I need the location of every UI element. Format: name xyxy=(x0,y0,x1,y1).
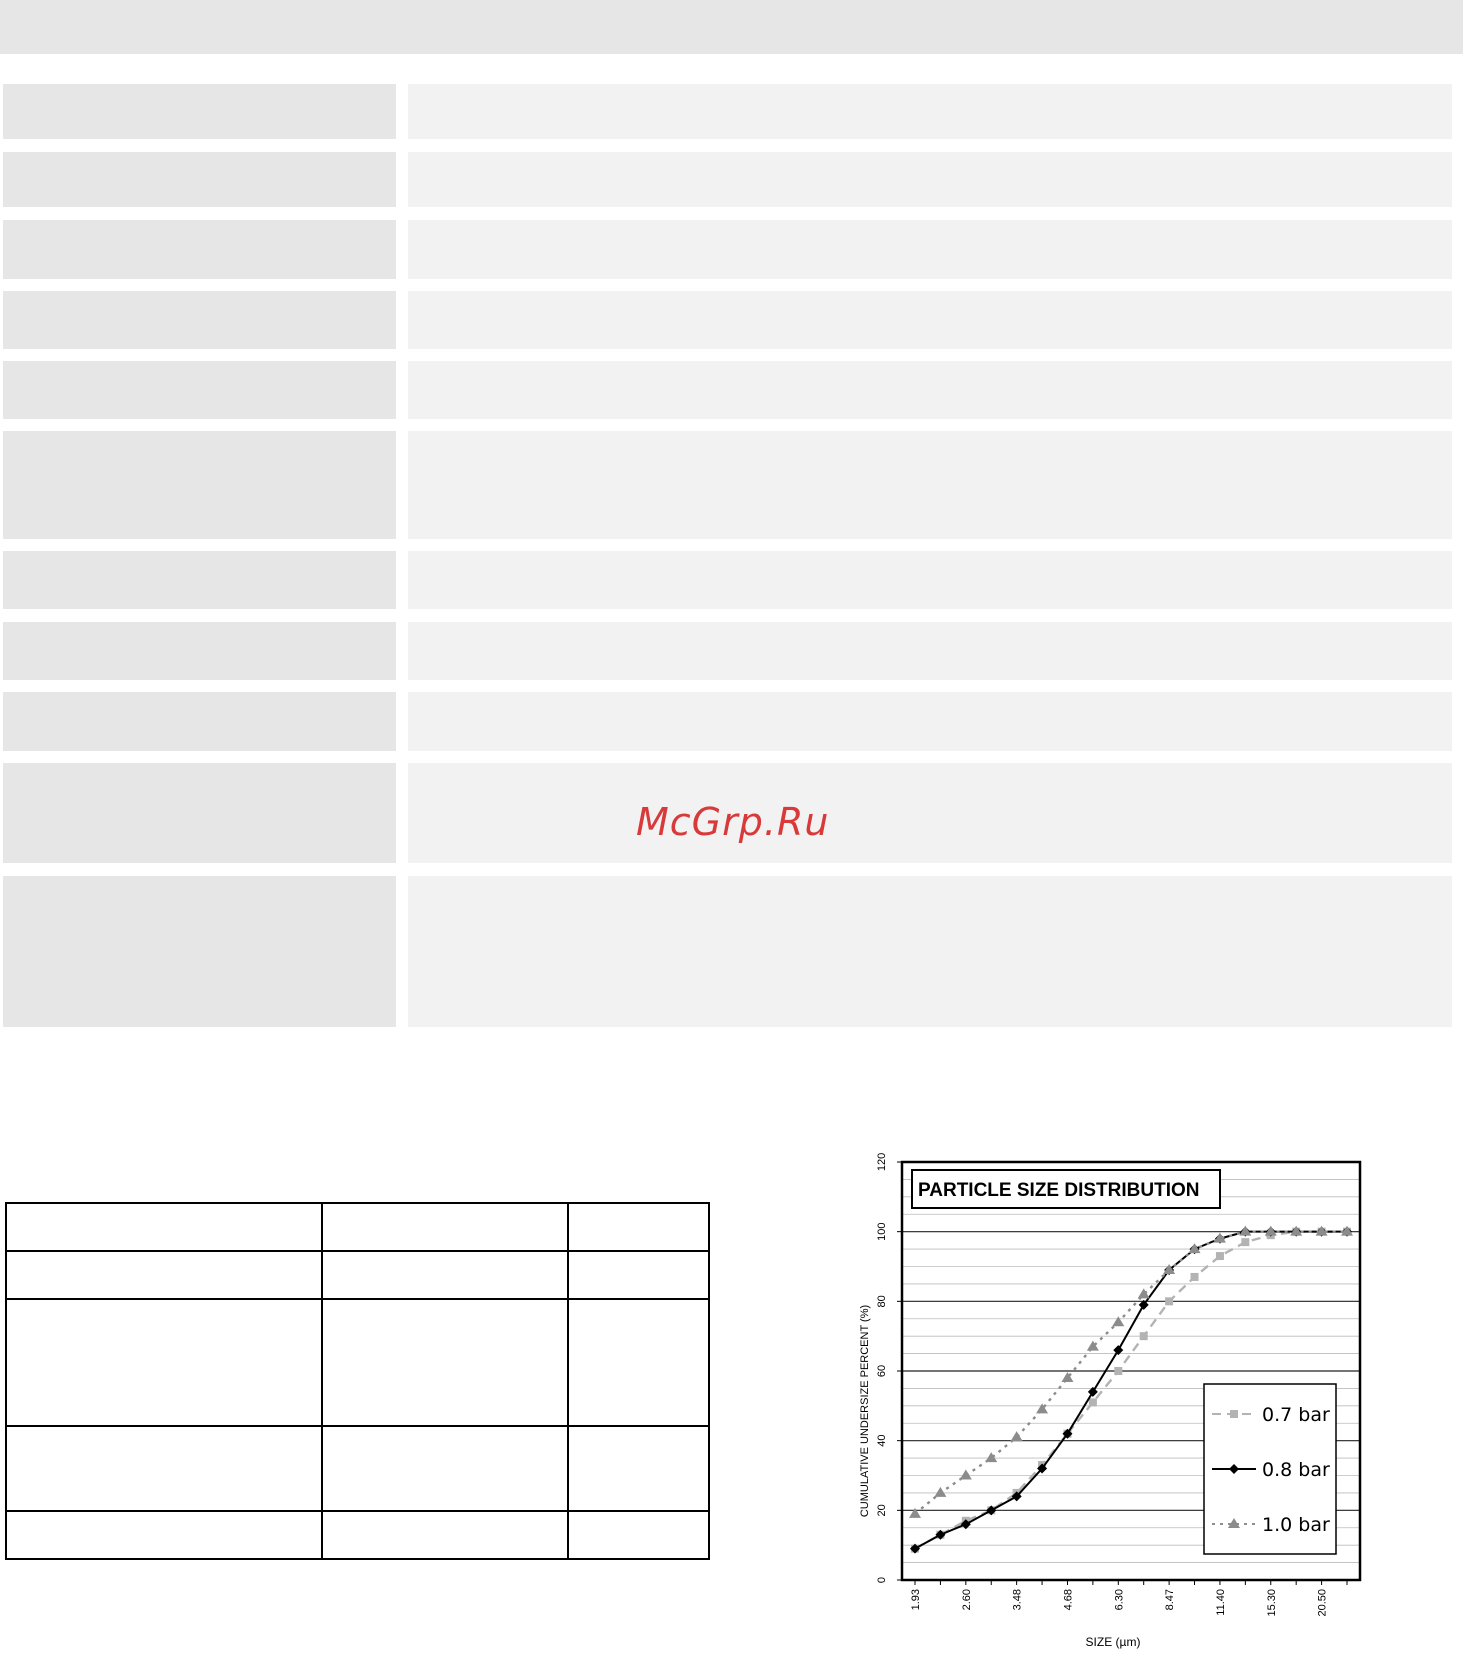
spec-label-cell xyxy=(3,622,396,680)
data-point xyxy=(934,1487,946,1497)
y-tick-label: 40 xyxy=(876,1434,888,1447)
data-point xyxy=(1191,1273,1199,1281)
spec-value-cell xyxy=(408,876,1452,1027)
data-point xyxy=(1011,1431,1023,1441)
data-point xyxy=(960,1470,972,1480)
data-point xyxy=(1216,1252,1224,1260)
table-row xyxy=(6,1203,709,1251)
legend-label: 0.8 bar xyxy=(1262,1459,1330,1481)
spec-value-cell xyxy=(408,291,1452,349)
spec-row xyxy=(3,876,1452,1027)
y-tick-label: 0 xyxy=(876,1576,888,1584)
x-tick-label: 11.40 xyxy=(1214,1589,1227,1616)
data-point xyxy=(1265,1226,1277,1236)
table-cell xyxy=(568,1203,709,1251)
spec-label-cell xyxy=(3,692,396,751)
table-cell xyxy=(322,1511,568,1559)
table-cell xyxy=(322,1251,568,1299)
spec-label-cell xyxy=(3,876,396,1027)
table-row xyxy=(6,1299,709,1426)
y-tick-label: 20 xyxy=(876,1504,888,1517)
spec-label-cell xyxy=(3,291,396,349)
data-table xyxy=(5,1202,710,1560)
top-band xyxy=(0,0,1463,54)
spec-row xyxy=(3,84,1452,139)
table-cell xyxy=(568,1511,709,1559)
spec-row xyxy=(3,692,1452,751)
table-cell xyxy=(568,1299,709,1426)
chart-title-box xyxy=(912,1170,1220,1208)
table-row xyxy=(6,1251,709,1299)
data-point xyxy=(985,1452,997,1462)
data-point xyxy=(1112,1316,1124,1326)
table-cell xyxy=(322,1203,568,1251)
table-row xyxy=(6,1426,709,1511)
table-row xyxy=(6,1511,709,1559)
spec-label-cell xyxy=(3,431,396,539)
spec-label-cell xyxy=(3,763,396,863)
spec-value-cell xyxy=(408,361,1452,419)
data-point xyxy=(909,1508,921,1518)
x-tick-label: 15.30 xyxy=(1265,1589,1278,1617)
table-cell xyxy=(6,1511,322,1559)
chart-title: PARTICLE SIZE DISTRIBUTION xyxy=(918,1180,1200,1201)
spec-value-cell xyxy=(408,692,1452,751)
spec-row xyxy=(3,551,1452,609)
x-tick-label: 8.47 xyxy=(1164,1589,1177,1611)
data-point xyxy=(1230,1410,1238,1418)
data-point xyxy=(1114,1367,1122,1375)
spec-value-cell xyxy=(408,152,1452,207)
table-cell xyxy=(568,1251,709,1299)
spec-row xyxy=(3,361,1452,419)
spec-value-cell xyxy=(408,551,1452,609)
x-axis-label: SIZE (µm) xyxy=(1085,1635,1141,1649)
spec-label-cell xyxy=(3,361,396,419)
table-cell xyxy=(568,1426,709,1511)
spec-value-cell xyxy=(408,763,1452,863)
table-cell xyxy=(322,1426,568,1511)
data-point xyxy=(1061,1372,1073,1382)
data-point xyxy=(1165,1297,1173,1305)
y-axis-label: CUMULATIVE UNDERSIZE PERCENT (%) xyxy=(859,1304,871,1518)
spec-value-cell xyxy=(408,220,1452,279)
spec-label-cell xyxy=(3,220,396,279)
data-point xyxy=(1241,1238,1249,1246)
data-point xyxy=(1138,1288,1150,1298)
table-cell xyxy=(6,1299,322,1426)
spec-value-cell xyxy=(408,622,1452,680)
spec-label-cell xyxy=(3,84,396,139)
data-point xyxy=(1089,1398,1097,1406)
spec-row xyxy=(3,220,1452,279)
y-tick-label: 80 xyxy=(876,1295,888,1308)
spec-row xyxy=(3,152,1452,207)
x-tick-label: 3.48 xyxy=(1011,1589,1024,1611)
spec-row xyxy=(3,431,1452,539)
spec-label-cell xyxy=(3,152,396,207)
data-point xyxy=(1239,1226,1251,1236)
x-tick-label: 20.50 xyxy=(1316,1589,1329,1617)
data-point xyxy=(1087,1341,1099,1351)
spec-row xyxy=(3,622,1452,680)
table-cell xyxy=(322,1299,568,1426)
watermark-text: McGrp.Ru xyxy=(636,800,830,844)
y-tick-label: 100 xyxy=(876,1222,888,1241)
particle-size-chart xyxy=(840,1140,1380,1650)
chart-legend xyxy=(1204,1384,1336,1554)
y-tick-label: 60 xyxy=(876,1364,888,1378)
x-tick-label: 4.68 xyxy=(1062,1589,1075,1611)
legend-label: 1.0 bar xyxy=(1262,1514,1330,1536)
table-cell xyxy=(6,1251,322,1299)
table-cell xyxy=(6,1426,322,1511)
spec-row xyxy=(3,291,1452,349)
data-point xyxy=(1036,1403,1048,1413)
spec-value-cell xyxy=(408,431,1452,539)
y-tick-label: 120 xyxy=(876,1152,888,1172)
x-tick-label: 2.60 xyxy=(960,1589,973,1611)
legend-label: 0.7 bar xyxy=(1262,1404,1330,1426)
x-tick-label: 6.30 xyxy=(1113,1589,1126,1611)
data-point xyxy=(1140,1332,1148,1340)
spec-label-cell xyxy=(3,551,396,609)
x-tick-label: 1.93 xyxy=(910,1589,922,1611)
spec-value-cell xyxy=(408,84,1452,139)
table-cell xyxy=(6,1203,322,1251)
